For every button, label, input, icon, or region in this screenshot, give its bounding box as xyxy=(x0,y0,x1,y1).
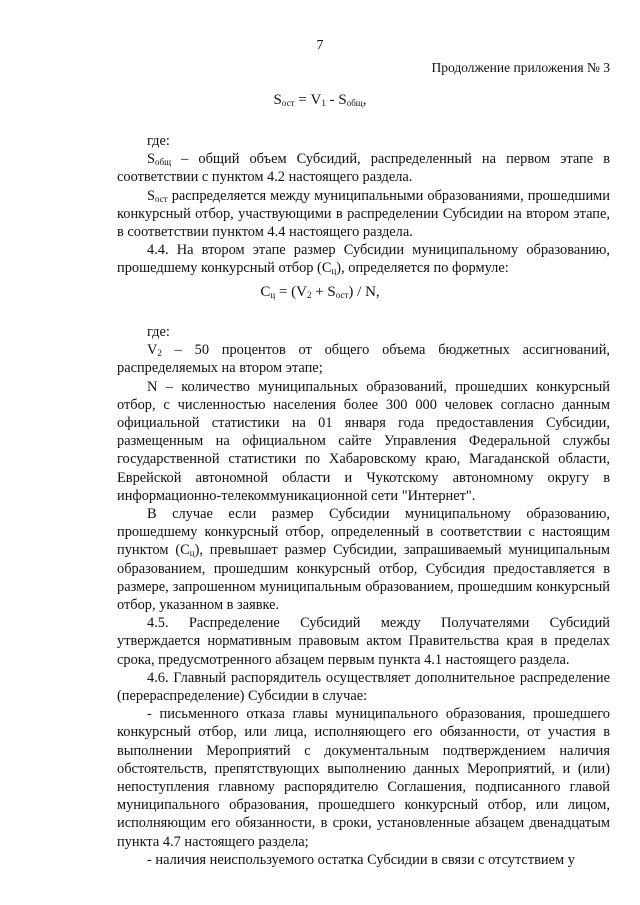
paragraph: $V_2 - 50$ процентов от общего объема бюджетных ассигнований, распределяемых на втором этапе; xyxy=(117,342,610,377)
page-number: 7 xyxy=(316,38,324,53)
paragraph: 4.4. На втором этапе размер Субсидии муниципальному образованию, прошедшему конкурсный отбор $(С_ц)$, определяется по формуле: xyxy=(117,242,610,277)
formula-c-ts: $С_ц = (V_2 + S_{ост}) / N$, xyxy=(260,284,380,300)
paragraph: где: xyxy=(147,324,170,340)
text-block-2 xyxy=(117,323,610,869)
paragraph: $S_{ост}$ распределяется между муниципальными образованиями, прошедшими конкурсный отбор, участвующими в распределении Субсидии на втором этапе, в соответствии пунктом 4.4 настоящего раздела. xyxy=(117,187,610,241)
text-block-1 xyxy=(117,132,610,278)
paragraph: - наличия неиспользуемого остатка Субсидии в связи с отсутствием у xyxy=(147,851,575,868)
formula-s-ost: $S_{ост} = V_1 - S_{общ}$, xyxy=(273,92,367,108)
paragraph: 4.5. Распределение Субсидий между Получателями Субсидий утверждается нормативным правовым актом Правительства края в пределах срока, предусмотренного абзацем первым пункта 4.1 настоящего раздела. xyxy=(117,615,610,668)
paragraph: N – количество муниципальных образований, прошедших конкурсный отбор, с численностью населения более 300 000 человек согласно данным официальной статистики на 01 января года предоставления Субсидии, размещенным на официальном сайте Управления Федеральной службы государственной статистики по Хабаровскому краю, Магаданской области, Еврейской автономной области и Чукотскому автономному округу в информационно-телекоммуникационной сети "Интернет". xyxy=(117,378,610,504)
paragraph: $S_{общ}$ – общий объем Субсидий, распределенный на первом этапе в соответствии с пунктом 4.2 настоящего раздела. xyxy=(117,151,610,186)
appendix-header: Продолжение приложения № 3 xyxy=(431,60,610,75)
paragraph: 4.6. Главный распорядитель осуществляет дополнительное распределение (перераспределение) Субсидии в случае: xyxy=(117,669,610,705)
paragraph: - письменного отказа главы муниципального образования, прошедшего конкурсный отбор, или лица, исполняющего его обязанности, от участия в выполнении Мероприятий с документальным подтверждением наличия обстоятельств, препятствующих выполнению данных Мероприятий, и (или) непоступления главному распорядителю Соглашения, подписанного главой муниципального образования, прошедшего конкурсный отбор, или лицом, исполняющим его обязанности, в сроки, установленные абзацем двенадцатым пункта 4.7 настоящего раздела; xyxy=(117,706,610,850)
paragraph: где: xyxy=(147,133,170,149)
paragraph: В случае если размер Субсидии муниципальному образованию, прошедшему конкурсный отбор, определенный в соответствии с настоящим пунктом $(С_ц)$, превышает размер Субсидии, запрашиваемый муниципальным образованием, прошедшим конкурсный отбор, Субсидия предоставляется в размере, запрошенном муниципальным образованием, прошедшим конкурсный отбор, указанном в заявке. xyxy=(117,506,610,614)
